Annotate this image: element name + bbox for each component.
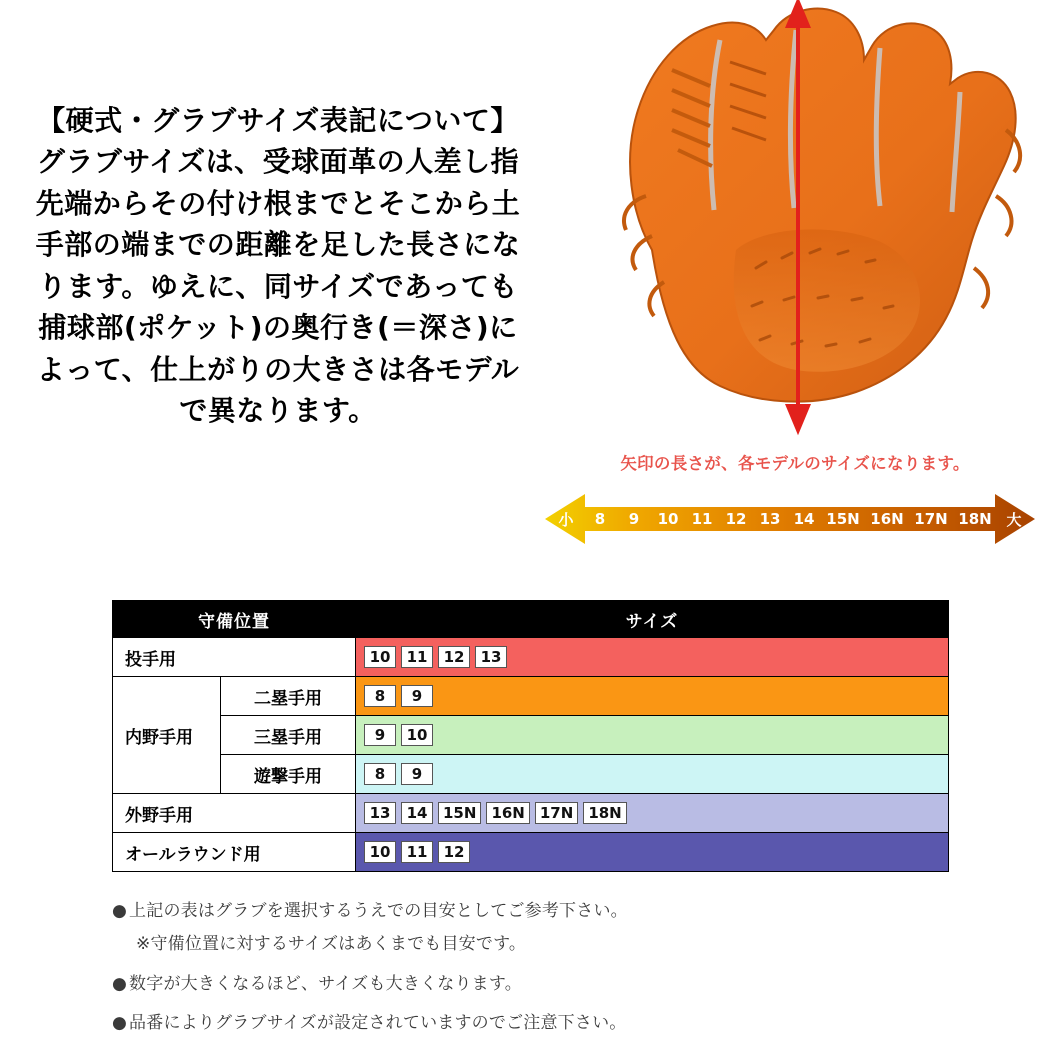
size-chip: 12 [438, 841, 470, 864]
glove-image [560, 0, 1030, 445]
note-text: ※守備位置に対するサイズはあくまでも目安です。 [136, 934, 527, 955]
note-item [112, 898, 972, 924]
scale-tick: 18N [958, 510, 992, 528]
intro-line: 【硬式・グラブサイズ表記について】 [37, 104, 519, 137]
size-chip: 14 [401, 802, 433, 825]
table-row [113, 677, 949, 716]
glove-illustration [560, 0, 1030, 445]
size-chip: 18N [583, 802, 626, 825]
size-chip: 11 [401, 841, 433, 864]
row-subposition-shortstop: 遊撃手用 [221, 755, 356, 794]
note-text: 上記の表はグラブを選択するうえでの目安としてご参考下さい。 [129, 901, 628, 921]
note-bullet: ● [112, 1013, 128, 1034]
intro-line: 先端からその付け根までとそこから土 [35, 186, 521, 220]
scale-tick: 12 [725, 510, 747, 528]
size-scale-bar [545, 488, 1035, 550]
scale-tick: 11 [691, 510, 713, 528]
size-table-body [113, 638, 949, 872]
row-position-infield: 内野手用 [113, 677, 221, 794]
intro-line: 手部の端までの距離を足した長さにな [35, 228, 521, 262]
intro-line: ります。ゆえに、同サイズであっても [38, 269, 518, 303]
note-text: 数字が大きくなるほど、サイズも大きくなります。 [129, 973, 522, 994]
intro-line: よって、仕上がりの大きさは各モデル [36, 352, 520, 386]
size-table-head [113, 601, 949, 638]
row-sizes-pitcher [356, 638, 949, 677]
note-item [112, 1010, 972, 1036]
scale-tick: 15N [826, 510, 860, 528]
size-chip: 11 [401, 646, 433, 669]
size-chip: 15N [438, 802, 481, 825]
intro-line: で異なります。 [179, 394, 377, 428]
size-chip: 16N [486, 802, 529, 825]
row-sizes-allround [356, 833, 949, 872]
size-table [112, 600, 949, 872]
note-item [112, 971, 972, 997]
size-chip: 12 [438, 646, 470, 669]
scale-tick: 10 [657, 510, 679, 528]
table-header-row [113, 601, 949, 638]
row-sizes-second [356, 677, 949, 716]
size-chip: 10 [401, 724, 433, 747]
intro-text-block [8, 100, 548, 432]
table-row [113, 833, 949, 872]
size-scale-shape [545, 488, 1035, 550]
row-subposition-second: 二塁手用 [221, 677, 356, 716]
row-position-allround: オールラウンド用 [113, 833, 356, 872]
size-chip: 9 [401, 685, 433, 708]
scale-tick: 13 [759, 510, 781, 528]
scale-tick: 14 [793, 510, 815, 528]
size-chip: 9 [364, 724, 396, 747]
notes-section [112, 898, 972, 1049]
row-position-outfield: 外野手用 [113, 794, 356, 833]
size-chip: 10 [364, 646, 396, 669]
scale-tick: 8 [594, 510, 606, 528]
intro-line: グラブサイズは、受球面革の人差し指 [36, 145, 520, 179]
size-table-container [112, 600, 948, 872]
scale-small-label: 小 [558, 510, 574, 529]
arrow-caption: 矢印の長さが、各モデルのサイズになります。 [620, 454, 970, 473]
note-text: 品番によりグラブサイズが設定されていますのでご注意下さい。 [129, 1013, 627, 1034]
scale-large-label: 大 [1006, 510, 1022, 529]
table-row [113, 794, 949, 833]
scale-tick: 9 [628, 510, 640, 528]
row-sizes-third [356, 716, 949, 755]
note-bullet: ● [112, 901, 128, 921]
note-item-sub [112, 931, 972, 957]
note-bullet: ● [112, 973, 128, 994]
row-sizes-outfield [356, 794, 949, 833]
size-chip: 8 [364, 685, 396, 708]
row-subposition-third: 三塁手用 [221, 716, 356, 755]
size-chip: 13 [364, 802, 396, 825]
table-row [113, 638, 949, 677]
size-chip: 9 [401, 763, 433, 786]
size-chip: 13 [475, 646, 507, 669]
table-row [113, 755, 949, 794]
header-position: 守備位置 [113, 601, 356, 638]
size-chip: 17N [535, 802, 578, 825]
intro-line: 捕球部(ポケット)の奥行き(＝深さ)に [38, 311, 518, 345]
scale-tick: 17N [914, 510, 948, 528]
size-chip: 8 [364, 763, 396, 786]
header-size: サイズ [356, 601, 949, 638]
size-chip: 10 [364, 841, 396, 864]
table-row [113, 716, 949, 755]
scale-tick: 16N [870, 510, 904, 528]
row-sizes-shortstop [356, 755, 949, 794]
row-position-pitcher: 投手用 [113, 638, 356, 677]
